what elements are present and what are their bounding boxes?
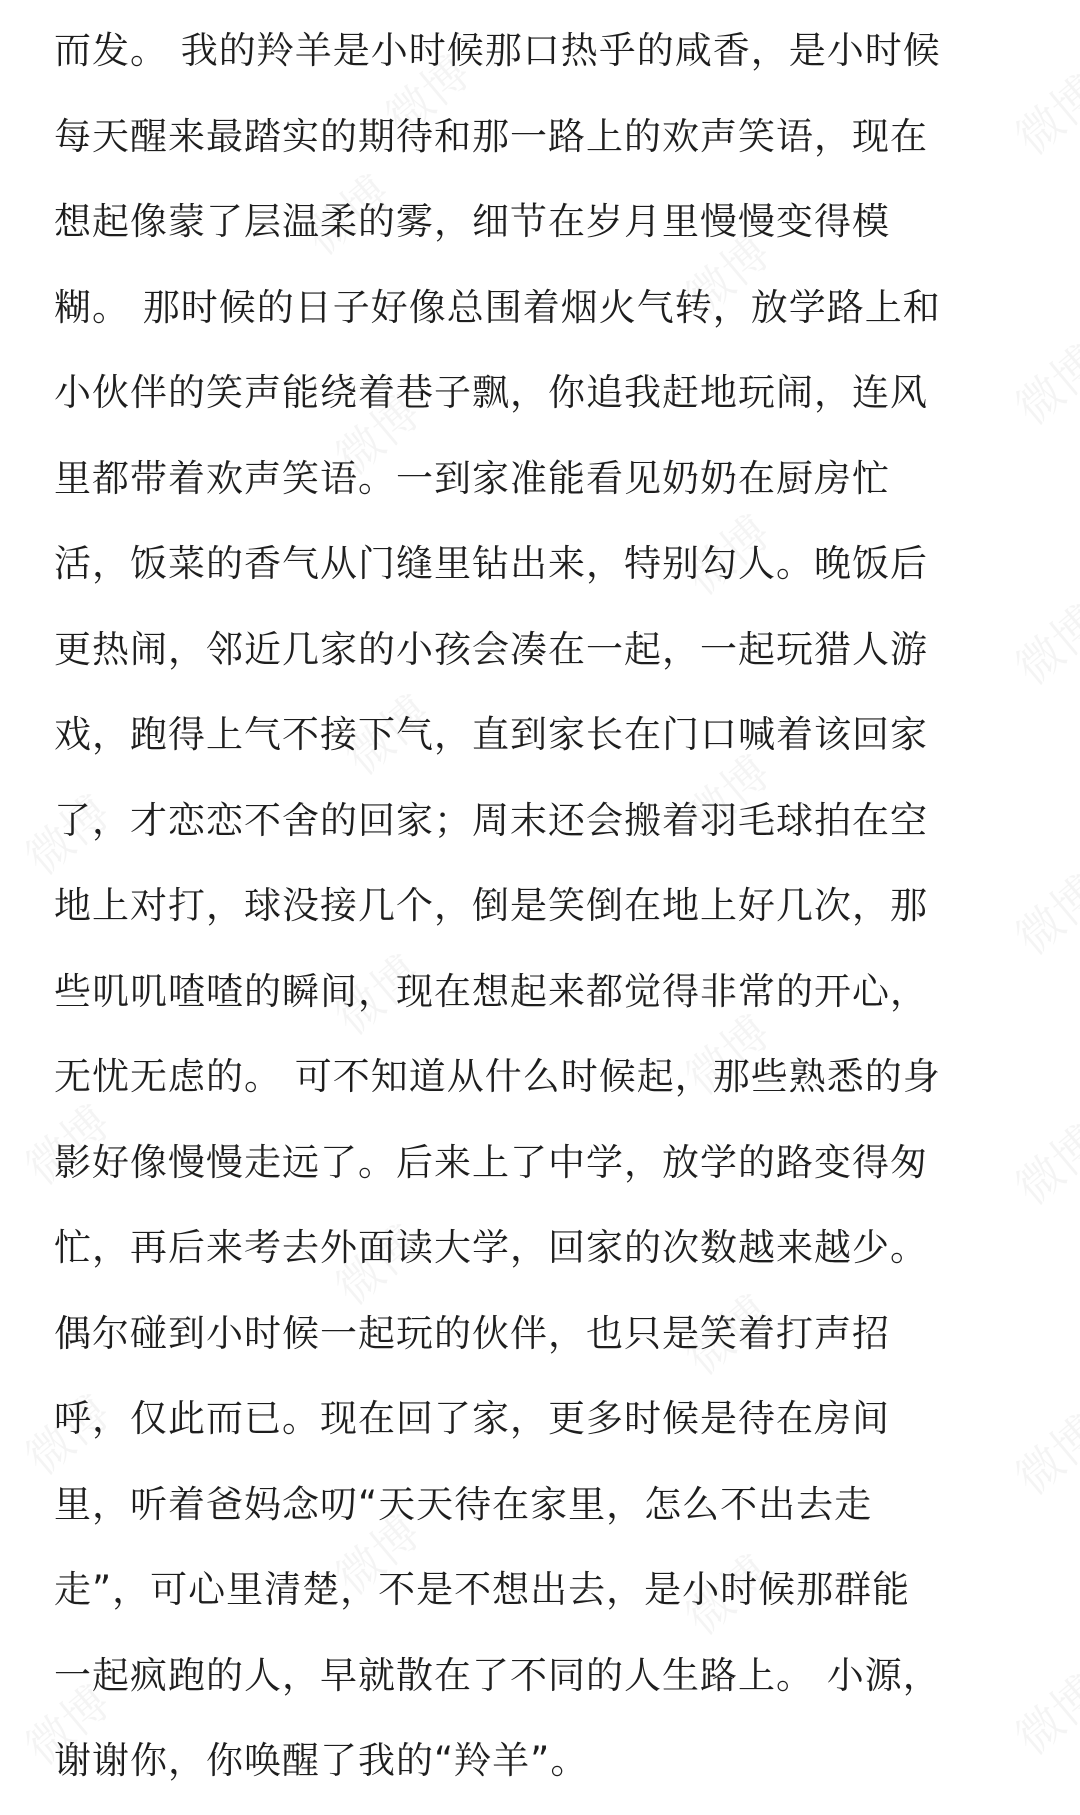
text-line-20: 一起疯跑的人，早就散在了不同的人生路上。 小源， xyxy=(54,1653,941,1697)
text-line-4: 糊。 那时候的日子好像总围着烟火气转，放学路上和 xyxy=(54,285,941,329)
text-line-2: 每天醒来最踏实的期待和那一路上的欢声笑语，现在 xyxy=(54,114,928,158)
text-line-3: 想起像蒙了层温柔的雾，细节在岁月里慢慢变得模 xyxy=(54,200,890,243)
text-line-6: 里都带着欢声笑语。一到家准能看见奶奶在厨房忙 xyxy=(54,456,890,500)
text-line-10: 了，才恋恋不舍的回家；周末还会搬着羽毛球拍在空 xyxy=(54,798,928,842)
text-line-17: 呼，仅此而已。现在回了家，更多时候是待在房间 xyxy=(54,1397,890,1440)
text-line-8: 更热闹，邻近几家的小孩会凑在一起，一起玩猎人游 xyxy=(54,627,928,671)
text-line-5: 小伙伴的笑声能绕着巷子飘，你追我赶地玩闹，连风 xyxy=(54,371,928,414)
text-line-19: 走”，可心里清楚，不是不想出去，是小时候那群能 xyxy=(54,1568,911,1611)
text-line-16: 偶尔碰到小时候一起玩的伙伴，也只是笑着打声招 xyxy=(54,1311,890,1355)
text-line-12: 些叽叽喳喳的瞬间，现在想起来都觉得非常的开心， xyxy=(54,969,928,1013)
article-body xyxy=(54,8,1054,1804)
text-line-14: 影好像慢慢走远了。后来上了中学，放学的路变得匆 xyxy=(54,1140,928,1184)
text-line-15: 忙，再后来考去外面读大学，回家的次数越来越少。 xyxy=(54,1226,928,1269)
text-line-9: 戏，跑得上气不接下气，直到家长在门口喊着该回家 xyxy=(54,713,928,756)
text-line-18: 里，听着爸妈念叨“天天待在家里，怎么不出去走 xyxy=(54,1482,873,1526)
text-line-1: 而发。 我的羚羊是小时候那口热乎的咸香，是小时候 xyxy=(54,29,941,72)
text-line-11: 地上对打，球没接几个，倒是笑倒在地上好几次，那 xyxy=(54,884,928,927)
text-line-21: 谢谢你，你唤醒了我的“羚羊”。 xyxy=(54,1739,589,1782)
text-line-13: 无忧无虑的。 可不知道从什么时候起，那些熟悉的身 xyxy=(54,1055,941,1098)
text-line-7: 活，饭菜的香气从门缝里钻出来，特别勾人。晚饭后 xyxy=(54,542,928,585)
